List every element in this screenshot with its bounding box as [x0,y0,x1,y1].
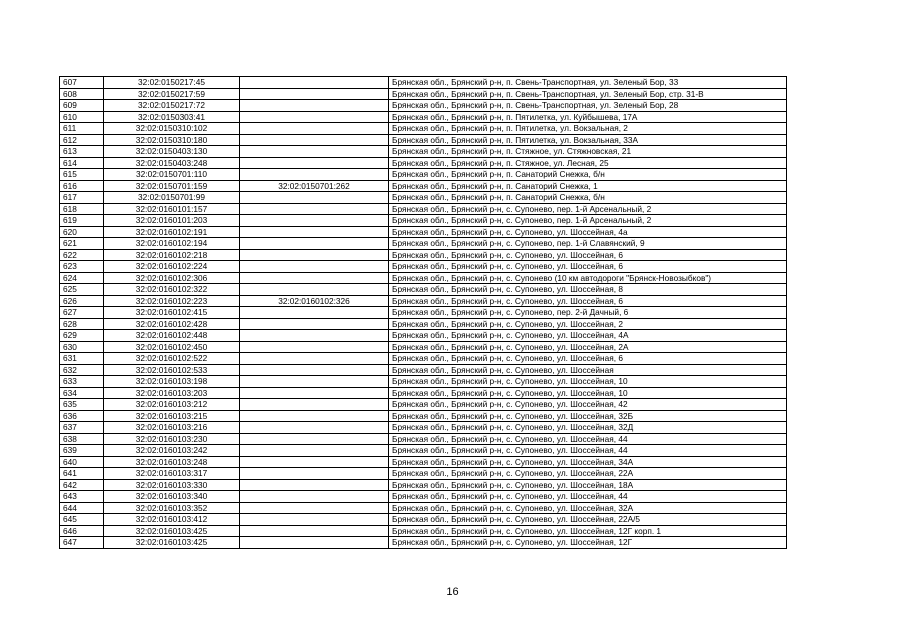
table-row [60,468,787,480]
table-row [60,433,787,445]
related-cadastral-number-cell [240,491,389,503]
table-row [60,479,787,491]
cadastral-number-cell: 32:02:0160103:425 [104,537,240,549]
address-cell: Брянская обл., Брянский р-н, с. Супонево, ул. Шоссейная, 8 [389,284,787,296]
cadastral-number-cell: 32:02:0160102:306 [104,272,240,284]
row-number-cell: 639 [60,445,104,457]
address-cell: Брянская обл., Брянский р-н, с. Супонево, ул. Шоссейная, 22А/5 [389,514,787,526]
cadastral-number-cell: 32:02:0150403:130 [104,146,240,158]
row-number-cell: 626 [60,295,104,307]
row-number-cell: 629 [60,330,104,342]
cadastral-number-cell: 32:02:0160102:223 [104,295,240,307]
address-cell: Брянская обл., Брянский р-н, с. Супонево, ул. Шоссейная, 22А [389,468,787,480]
related-cadastral-number-cell [240,123,389,135]
table-row [60,502,787,514]
cadastral-number-cell: 32:02:0160103:317 [104,468,240,480]
row-number-cell: 611 [60,123,104,135]
related-cadastral-number-cell [240,192,389,204]
related-cadastral-number-cell [240,238,389,250]
table-row [60,537,787,549]
row-number-cell: 621 [60,238,104,250]
row-number-cell: 646 [60,525,104,537]
table-row [60,169,787,181]
cadastral-number-cell: 32:02:0150217:72 [104,100,240,112]
row-number-cell: 608 [60,88,104,100]
related-cadastral-number-cell [240,307,389,319]
cadastral-number-cell: 32:02:0150217:59 [104,88,240,100]
address-cell: Брянская обл., Брянский р-н, с. Супонево, ул. Шоссейная, 6 [389,261,787,273]
address-cell: Брянская обл., Брянский р-н, с. Супонево, ул. Шоссейная, 2 [389,318,787,330]
row-number-cell: 627 [60,307,104,319]
row-number-cell: 634 [60,387,104,399]
address-cell: Брянская обл., Брянский р-н, п. Свень-Транспортная, ул. Зеленый Бор, 28 [389,100,787,112]
row-number-cell: 619 [60,215,104,227]
related-cadastral-number-cell [240,77,389,89]
address-cell: Брянская обл., Брянский р-н, с. Супонево, ул. Шоссейная, 10 [389,376,787,388]
cadastral-number-cell: 32:02:0160103:230 [104,433,240,445]
table-row [60,318,787,330]
cadastral-number-cell: 32:02:0150217:45 [104,77,240,89]
related-cadastral-number-cell [240,456,389,468]
cadastral-number-cell: 32:02:0160101:157 [104,203,240,215]
table-row [60,330,787,342]
cadastral-number-cell: 32:02:0160102:191 [104,226,240,238]
cadastral-number-cell: 32:02:0160102:224 [104,261,240,273]
address-cell: Брянская обл., Брянский р-н, п. Санаторий Снежка, б/н [389,169,787,181]
address-cell: Брянская обл., Брянский р-н, п. Санаторий Снежка, 1 [389,180,787,192]
cadastral-number-cell: 32:02:0160103:425 [104,525,240,537]
address-cell: Брянская обл., Брянский р-н, с. Супонево, ул. Шоссейная, 32А [389,502,787,514]
address-cell: Брянская обл., Брянский р-н, п. Пятилетка, ул. Вокзальная, 2 [389,123,787,135]
related-cadastral-number-cell [240,410,389,422]
cadastral-number-cell: 32:02:0150701:159 [104,180,240,192]
related-cadastral-number-cell: 32:02:0160102:326 [240,295,389,307]
related-cadastral-number-cell [240,226,389,238]
cadastral-number-cell: 32:02:0160102:415 [104,307,240,319]
table-row [60,295,787,307]
property-table [59,76,787,549]
table-row [60,410,787,422]
row-number-cell: 624 [60,272,104,284]
address-cell: Брянская обл., Брянский р-н, с. Супонево, ул. Шоссейная, 10 [389,387,787,399]
address-cell: Брянская обл., Брянский р-н, п. Стяжное, ул. Лесная, 25 [389,157,787,169]
related-cadastral-number-cell [240,157,389,169]
cadastral-number-cell: 32:02:0160103:212 [104,399,240,411]
related-cadastral-number-cell [240,479,389,491]
address-cell: Брянская обл., Брянский р-н, п. Пятилетка, ул. Куйбышева, 17А [389,111,787,123]
address-cell: Брянская обл., Брянский р-н, с. Супонево, ул. Шоссейная, 2А [389,341,787,353]
cadastral-number-cell: 32:02:0160103:340 [104,491,240,503]
row-number-cell: 631 [60,353,104,365]
property-table-body [60,77,787,549]
cadastral-number-cell: 32:02:0160102:428 [104,318,240,330]
related-cadastral-number-cell [240,146,389,158]
related-cadastral-number-cell [240,341,389,353]
table-row [60,272,787,284]
row-number-cell: 638 [60,433,104,445]
cadastral-number-cell: 32:02:0160102:522 [104,353,240,365]
address-cell: Брянская обл., Брянский р-н, с. Супонево, пер. 2-й Дачный, 6 [389,307,787,319]
cadastral-number-cell: 32:02:0160103:330 [104,479,240,491]
address-cell: Брянская обл., Брянский р-н, с. Супонево, ул. Шоссейная, 34А [389,456,787,468]
cadastral-number-cell: 32:02:0150310:180 [104,134,240,146]
address-cell: Брянская обл., Брянский р-н, с. Супонево, ул. Шоссейная, 44 [389,433,787,445]
row-number-cell: 609 [60,100,104,112]
related-cadastral-number-cell [240,353,389,365]
address-cell: Брянская обл., Брянский р-н, с. Супонево, ул. Шоссейная [389,364,787,376]
table-row [60,123,787,135]
related-cadastral-number-cell [240,249,389,261]
table-row [60,341,787,353]
related-cadastral-number-cell [240,537,389,549]
related-cadastral-number-cell [240,445,389,457]
related-cadastral-number-cell [240,433,389,445]
related-cadastral-number-cell [240,318,389,330]
cadastral-number-cell: 32:02:0160101:203 [104,215,240,227]
address-cell: Брянская обл., Брянский р-н, с. Супонево, ул. Шоссейная, 6 [389,353,787,365]
address-cell: Брянская обл., Брянский р-н, с. Супонево (10 км автодороги "Брянск-Новозыбков") [389,272,787,284]
table-row [60,445,787,457]
row-number-cell: 635 [60,399,104,411]
row-number-cell: 617 [60,192,104,204]
related-cadastral-number-cell [240,215,389,227]
related-cadastral-number-cell [240,330,389,342]
related-cadastral-number-cell [240,376,389,388]
row-number-cell: 616 [60,180,104,192]
row-number-cell: 647 [60,537,104,549]
table-row [60,249,787,261]
cadastral-number-cell: 32:02:0150310:102 [104,123,240,135]
related-cadastral-number-cell [240,100,389,112]
address-cell: Брянская обл., Брянский р-н, п. Свень-Транспортная, ул. Зеленый Бор, стр. 31-В [389,88,787,100]
address-cell: Брянская обл., Брянский р-н, с. Супонево, ул. Шоссейная, 12Г корп. 1 [389,525,787,537]
row-number-cell: 641 [60,468,104,480]
address-cell: Брянская обл., Брянский р-н, с. Супонево, ул. Шоссейная, 32Д [389,422,787,434]
row-number-cell: 623 [60,261,104,273]
related-cadastral-number-cell [240,422,389,434]
address-cell: Брянская обл., Брянский р-н, с. Супонево, пер. 1-й Арсенальный, 2 [389,203,787,215]
table-row [60,111,787,123]
address-cell: Брянская обл., Брянский р-н, с. Супонево, ул. Шоссейная, 44 [389,445,787,457]
row-number-cell: 642 [60,479,104,491]
table-row [60,261,787,273]
address-cell: Брянская обл., Брянский р-н, с. Супонево, ул. Шоссейная, 42 [389,399,787,411]
cadastral-number-cell: 32:02:0160103:248 [104,456,240,468]
related-cadastral-number-cell [240,88,389,100]
table-row [60,364,787,376]
address-cell: Брянская обл., Брянский р-н, с. Супонево, ул. Шоссейная, 4А [389,330,787,342]
related-cadastral-number-cell [240,169,389,181]
address-cell: Брянская обл., Брянский р-н, с. Супонево, пер. 1-й Арсенальный, 2 [389,215,787,227]
cadastral-number-cell: 32:02:0150701:110 [104,169,240,181]
cadastral-number-cell: 32:02:0150303:41 [104,111,240,123]
row-number-cell: 618 [60,203,104,215]
cadastral-number-cell: 32:02:0160103:242 [104,445,240,457]
address-cell: Брянская обл., Брянский р-н, с. Супонево, ул. Шоссейная, 6 [389,295,787,307]
row-number-cell: 620 [60,226,104,238]
cadastral-number-cell: 32:02:0160103:198 [104,376,240,388]
table-row [60,77,787,89]
table-row [60,307,787,319]
table-row [60,134,787,146]
cadastral-number-cell: 32:02:0160102:218 [104,249,240,261]
address-cell: Брянская обл., Брянский р-н, с. Супонево, пер. 1-й Славянский, 9 [389,238,787,250]
address-cell: Брянская обл., Брянский р-н, с. Супонево, ул. Шоссейная, 4а [389,226,787,238]
address-cell: Брянская обл., Брянский р-н, с. Супонево, ул. Шоссейная, 18А [389,479,787,491]
address-cell: Брянская обл., Брянский р-н, с. Супонево, ул. Шоссейная, 32Б [389,410,787,422]
table-row [60,456,787,468]
table-row [60,422,787,434]
address-cell: Брянская обл., Брянский р-н, п. Санаторий Снежка, б/н [389,192,787,204]
row-number-cell: 625 [60,284,104,296]
cadastral-number-cell: 32:02:0150701:99 [104,192,240,204]
related-cadastral-number-cell [240,261,389,273]
row-number-cell: 636 [60,410,104,422]
related-cadastral-number-cell [240,525,389,537]
cadastral-number-cell: 32:02:0150403:248 [104,157,240,169]
related-cadastral-number-cell [240,272,389,284]
cadastral-number-cell: 32:02:0160102:533 [104,364,240,376]
related-cadastral-number-cell [240,203,389,215]
table-row [60,514,787,526]
table-row [60,203,787,215]
related-cadastral-number-cell [240,399,389,411]
table-row [60,387,787,399]
related-cadastral-number-cell [240,387,389,399]
row-number-cell: 643 [60,491,104,503]
row-number-cell: 607 [60,77,104,89]
related-cadastral-number-cell [240,502,389,514]
cadastral-number-cell: 32:02:0160103:203 [104,387,240,399]
table-row [60,238,787,250]
table-row [60,157,787,169]
cadastral-number-cell: 32:02:0160102:194 [104,238,240,250]
row-number-cell: 610 [60,111,104,123]
row-number-cell: 632 [60,364,104,376]
page-number: 16 [446,586,459,598]
table-row [60,180,787,192]
row-number-cell: 645 [60,514,104,526]
related-cadastral-number-cell [240,134,389,146]
table-row [60,226,787,238]
cadastral-number-cell: 32:02:0160103:412 [104,514,240,526]
related-cadastral-number-cell [240,514,389,526]
table-row [60,353,787,365]
related-cadastral-number-cell: 32:02:0150701:262 [240,180,389,192]
row-number-cell: 612 [60,134,104,146]
row-number-cell: 630 [60,341,104,353]
row-number-cell: 644 [60,502,104,514]
row-number-cell: 622 [60,249,104,261]
cadastral-number-cell: 32:02:0160103:215 [104,410,240,422]
row-number-cell: 633 [60,376,104,388]
cadastral-number-cell: 32:02:0160103:216 [104,422,240,434]
table-row [60,100,787,112]
cadastral-number-cell: 32:02:0160102:448 [104,330,240,342]
row-number-cell: 615 [60,169,104,181]
table-row [60,146,787,158]
related-cadastral-number-cell [240,284,389,296]
address-cell: Брянская обл., Брянский р-н, п. Пятилетка, ул. Вокзальная, 33А [389,134,787,146]
table-row [60,88,787,100]
table-row [60,399,787,411]
row-number-cell: 637 [60,422,104,434]
table-row [60,525,787,537]
address-cell: Брянская обл., Брянский р-н, с. Супонево, ул. Шоссейная, 6 [389,249,787,261]
address-cell: Брянская обл., Брянский р-н, п. Стяжное, ул. Стяжновская, 21 [389,146,787,158]
address-cell: Брянская обл., Брянский р-н, п. Свень-Транспортная, ул. Зеленый Бор, 33 [389,77,787,89]
cadastral-number-cell: 32:02:0160102:450 [104,341,240,353]
row-number-cell: 628 [60,318,104,330]
cadastral-number-cell: 32:02:0160102:322 [104,284,240,296]
table-row [60,215,787,227]
table-row [60,192,787,204]
table-row [60,284,787,296]
table-row [60,376,787,388]
address-cell: Брянская обл., Брянский р-н, с. Супонево, ул. Шоссейная, 44 [389,491,787,503]
row-number-cell: 614 [60,157,104,169]
row-number-cell: 640 [60,456,104,468]
row-number-cell: 613 [60,146,104,158]
related-cadastral-number-cell [240,111,389,123]
related-cadastral-number-cell [240,364,389,376]
related-cadastral-number-cell [240,468,389,480]
table-row [60,491,787,503]
address-cell: Брянская обл., Брянский р-н, с. Супонево, ул. Шоссейная, 12Г [389,537,787,549]
cadastral-number-cell: 32:02:0160103:352 [104,502,240,514]
